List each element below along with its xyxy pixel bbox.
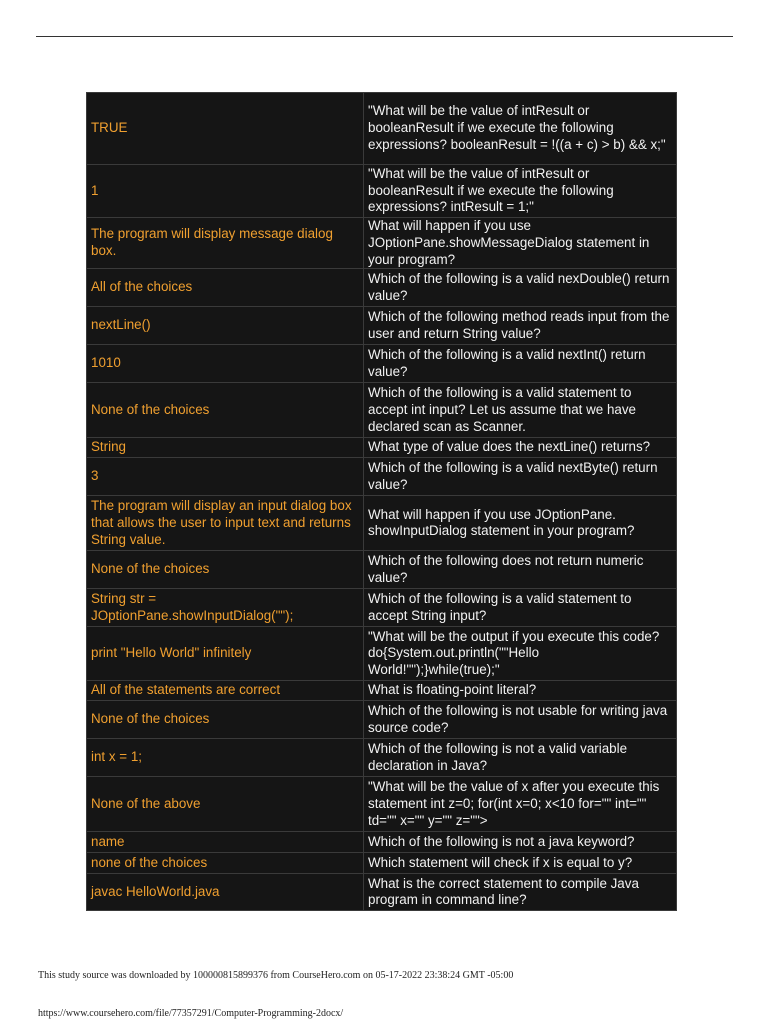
answer-cell: All of the choices	[87, 269, 364, 307]
table-row	[87, 551, 677, 589]
answer-cell: print "Hello World" infinitely	[87, 627, 364, 681]
table-row	[87, 218, 677, 269]
table-row	[87, 496, 677, 551]
qa-table-body	[87, 93, 677, 911]
question-cell: What is floating-point literal?	[364, 681, 677, 701]
question-cell: Which of the following is a valid statement to accept String input?	[364, 589, 677, 627]
question-cell: Which of the following is a valid nextByte() return value?	[364, 458, 677, 496]
question-cell: Which statement will check if x is equal to y?	[364, 853, 677, 874]
answer-cell: None of the choices	[87, 551, 364, 589]
answer-cell: None of the choices	[87, 701, 364, 739]
answer-cell: String	[87, 438, 364, 458]
question-cell: What will happen if you use JOptionPane. showInputDialog statement in your program?	[364, 496, 677, 551]
table-row	[87, 383, 677, 438]
answer-cell: String str = JOptionPane.showInputDialog("");	[87, 589, 364, 627]
table-row	[87, 701, 677, 739]
table-row	[87, 269, 677, 307]
question-cell: Which of the following is not a java keyword?	[364, 832, 677, 853]
question-cell: What is the correct statement to compile Java program in command line?	[364, 874, 677, 911]
question-cell: Which of the following is not a valid variable declaration in Java?	[364, 739, 677, 777]
question-cell: "What will be the output if you execute this code? do{System.out.println(""Hello World!"");}while(true);"	[364, 627, 677, 681]
answer-cell: None of the above	[87, 777, 364, 832]
table-row	[87, 93, 677, 165]
table-row	[87, 739, 677, 777]
table-row	[87, 832, 677, 853]
answer-cell: The program will display message dialog box.	[87, 218, 364, 269]
answer-cell: name	[87, 832, 364, 853]
answer-cell: nextLine()	[87, 307, 364, 345]
answer-cell: TRUE	[87, 93, 364, 165]
answer-cell: The program will display an input dialog box that allows the user to input text and returns String value.	[87, 496, 364, 551]
table-row	[87, 681, 677, 701]
table-row	[87, 627, 677, 681]
table-row	[87, 307, 677, 345]
question-cell: Which of the following is a valid nexDouble() return value?	[364, 269, 677, 307]
question-cell: Which of the following method reads input from the user and return String value?	[364, 307, 677, 345]
answer-cell: 3	[87, 458, 364, 496]
qa-table	[86, 92, 677, 911]
table-row	[87, 345, 677, 383]
answer-cell: All of the statements are correct	[87, 681, 364, 701]
question-cell: "What will be the value of intResult or booleanResult if we execute the following expressions? intResult = 1;"	[364, 165, 677, 218]
top-rule	[36, 36, 733, 37]
table-row	[87, 853, 677, 874]
answer-cell: 1010	[87, 345, 364, 383]
table-row	[87, 165, 677, 218]
question-cell: "What will be the value of x after you execute this statement int z=0; for(int x=0; x<10 for="" int="" td="" x="" y="" z="">	[364, 777, 677, 832]
table-row	[87, 777, 677, 832]
question-cell: What will happen if you use JOptionPane.showMessageDialog statement in your program?	[364, 218, 677, 269]
table-row	[87, 458, 677, 496]
answer-cell: javac HelloWorld.java	[87, 874, 364, 911]
question-cell: Which of the following is a valid nextInt() return value?	[364, 345, 677, 383]
question-cell: What type of value does the nextLine() returns?	[364, 438, 677, 458]
answer-cell: 1	[87, 165, 364, 218]
question-cell: Which of the following does not return numeric value?	[364, 551, 677, 589]
question-cell: "What will be the value of intResult or booleanResult if we execute the following expressions? booleanResult = !((a + c) > b) && x;"	[364, 93, 677, 165]
table-row	[87, 438, 677, 458]
table-row	[87, 874, 677, 911]
download-notice: This study source was downloaded by 100000815899376 from CourseHero.com on 05-17-2022 23:38:24 GMT -05:00	[38, 970, 514, 981]
answer-cell: none of the choices	[87, 853, 364, 874]
answer-cell: int x = 1;	[87, 739, 364, 777]
question-cell: Which of the following is a valid statement to accept int input? Let us assume that we have declared scan as Scanner.	[364, 383, 677, 438]
question-cell: Which of the following is not usable for writing java source code?	[364, 701, 677, 739]
source-url[interactable]: https://www.coursehero.com/file/77357291/Computer-Programming-2docx/	[38, 1008, 344, 1019]
answer-cell: None of the choices	[87, 383, 364, 438]
table-row	[87, 589, 677, 627]
